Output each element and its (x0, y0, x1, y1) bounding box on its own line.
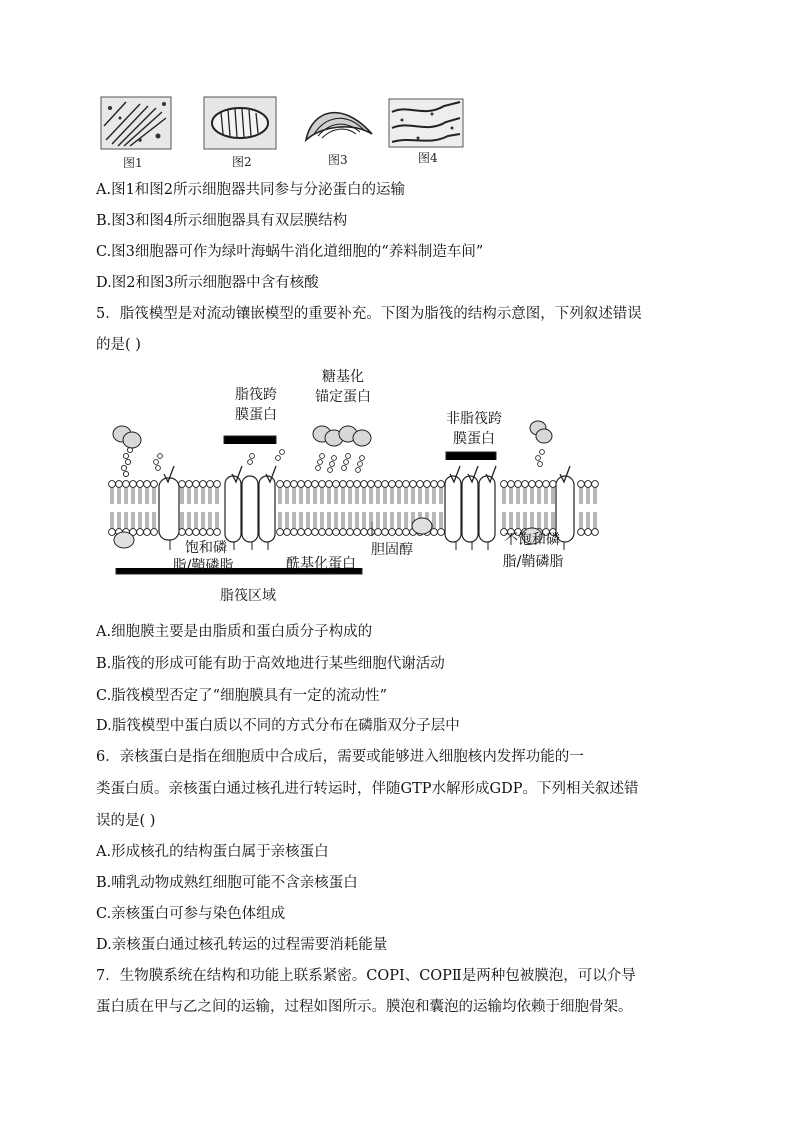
lipid-head (592, 529, 599, 536)
lipid-tail (216, 487, 218, 504)
lipid-head (424, 481, 431, 488)
lipid-tail (580, 512, 582, 529)
label-glyco-1: 糖基化 (322, 369, 364, 385)
lipid-tail (335, 512, 337, 529)
lipid-head (214, 529, 221, 536)
lipid-head (361, 529, 368, 536)
lipid-head (522, 481, 529, 488)
raft-tm-protein-2 (242, 476, 258, 542)
lipid-tail (384, 512, 386, 529)
lipid-head (361, 481, 368, 488)
lipid-head (186, 481, 193, 488)
lipid-tail (111, 487, 113, 504)
lipid-head (347, 529, 354, 536)
lipid-tail (342, 512, 344, 529)
lipid-tail (433, 512, 435, 529)
raft-tm-protein-3 (259, 476, 275, 542)
lipid-head (417, 481, 424, 488)
figure-2-caption: 图2 (232, 155, 252, 169)
lipid-tail (433, 487, 435, 504)
lipid-tail (125, 487, 127, 504)
lipid-tail (391, 487, 393, 504)
lipid-tail (531, 487, 533, 504)
q6-stem-line-2: 类蛋白质。亲核蛋白通过核孔进行转运时，伴随GTP水解形成GDP。下列相关叙述错 (96, 781, 639, 797)
lipid-tail (181, 512, 183, 529)
lipid-tail (384, 487, 386, 504)
lipid-tail (440, 487, 442, 504)
lipid-tail (328, 487, 330, 504)
lipid-tail (440, 512, 442, 529)
lipid-head (298, 529, 305, 536)
lipid-head (403, 529, 410, 536)
lipid-tail (139, 487, 141, 504)
lipid-tail (321, 512, 323, 529)
lipid-head (347, 481, 354, 488)
lipid-head (305, 481, 312, 488)
figure-2-image (203, 96, 277, 150)
lipid-head (137, 481, 144, 488)
lipid-tail (538, 487, 540, 504)
acylated-protein (159, 478, 179, 540)
lipid-tail (293, 487, 295, 504)
lipid-tail (356, 512, 358, 529)
anchor-arrows (164, 466, 570, 482)
lipid-tail (412, 487, 414, 504)
lipid-head (186, 529, 193, 536)
q4-option-c: C.图3细胞器可作为绿叶海蜗牛消化道细胞的“养料制造车间” (96, 244, 484, 260)
lipid-head (438, 481, 445, 488)
raft-tm-protein-1 (225, 476, 241, 542)
lipid-head (123, 481, 130, 488)
lipid-head (375, 529, 382, 536)
lipid-head (438, 529, 445, 536)
lipid-head (312, 529, 319, 536)
lipid-head (137, 529, 144, 536)
lipid-head (333, 481, 340, 488)
lipid-tail (594, 487, 596, 504)
lipid-tail (419, 487, 421, 504)
lipid-head (312, 481, 319, 488)
q5-option-b: B.脂筏的形成可能有助于高效地进行某些细胞代谢活动 (96, 656, 445, 672)
figure-3-caption: 图3 (328, 153, 348, 167)
q5-option-a: A.细胞膜主要是由脂质和蛋白质分子构成的 (96, 624, 373, 640)
lipid-tail (307, 512, 309, 529)
lipid-head (144, 481, 151, 488)
lipid-tail (342, 487, 344, 504)
lipid-head (396, 529, 403, 536)
q4-option-d: D.图2和图3所示细胞器中含有核酸 (96, 275, 319, 291)
lipid-head (375, 481, 382, 488)
lipid-head (382, 529, 389, 536)
lipid-tail (286, 512, 288, 529)
lipid-tail (524, 487, 526, 504)
q6-option-d: D.亲核蛋白通过核孔转运的过程需要消耗能量 (96, 937, 388, 953)
lipid-tail (188, 487, 190, 504)
lipid-tail (335, 487, 337, 504)
lipid-head (340, 529, 347, 536)
lipid-head (284, 529, 291, 536)
q4-option-b: B.图3和图4所示细胞器具有双层膜结构 (96, 213, 348, 229)
lipid-tail (587, 512, 589, 529)
lipid-tail (510, 512, 512, 529)
lipid-head (585, 481, 592, 488)
lipid-tail (195, 512, 197, 529)
q6-option-c: C.亲核蛋白可参与染色体组成 (96, 906, 286, 922)
lipid-tail (587, 487, 589, 504)
figure-1-image (100, 96, 172, 150)
q4-option-a: A.图1和图2所示细胞器共同参与分泌蛋白的运输 (96, 182, 406, 198)
label-unsaturated-1: 不饱和磷 (504, 532, 560, 548)
lipid-tail (391, 512, 393, 529)
lipid-head (389, 481, 396, 488)
label-unsaturated-2: 脂/鞘磷脂 (502, 554, 564, 570)
lipid-tail (594, 512, 596, 529)
nonraft-tm-protein-2 (462, 476, 478, 542)
lipid-tail (405, 487, 407, 504)
lipid-head (207, 529, 214, 536)
q7-stem-line-1: 7．生物膜系统在结构和功能上联系紧密。COPⅠ、COPⅡ是两种包被膜泡，可以介导 (96, 968, 636, 984)
lipid-tail (209, 487, 211, 504)
label-raft-region: 脂筏区域 (220, 588, 276, 604)
lipid-head (326, 529, 333, 536)
lipid-tail (307, 487, 309, 504)
lipid-head (431, 481, 438, 488)
q6-option-b: B.哺乳动物成熟红细胞可能不含亲核蛋白 (96, 875, 358, 891)
lipid-tail (321, 487, 323, 504)
lipid-head (200, 529, 207, 536)
lipid-head (319, 529, 326, 536)
figure-4-caption: 图4 (418, 151, 438, 165)
label-glyco-2: 锚定蛋白 (315, 389, 371, 405)
lipid-head (193, 529, 200, 536)
figure-4-image (388, 98, 464, 148)
lipid-tail (132, 487, 134, 504)
lipid-head (277, 529, 284, 536)
lipid-tail (349, 512, 351, 529)
lipid-head (151, 481, 158, 488)
lipid-tail (293, 512, 295, 529)
lipid-tail (503, 512, 505, 529)
lipid-head (151, 529, 158, 536)
lipid-tail (580, 487, 582, 504)
lipid-head (536, 481, 543, 488)
lipid-tail (503, 487, 505, 504)
q5-option-c: C.脂筏模型否定了“细胞膜具有一定的流动性” (96, 688, 388, 704)
lipid-head (144, 529, 151, 536)
lipid-head (214, 481, 221, 488)
lipid-tail (538, 512, 540, 529)
lipid-tail (552, 487, 554, 504)
label-nonraft-1: 非脂筏跨 (446, 411, 502, 427)
lipid-tail (118, 512, 120, 529)
lipid-head (431, 529, 438, 536)
lipid-tail (545, 487, 547, 504)
label-acylated-protein: 酰基化蛋白 (286, 556, 356, 572)
lipid-tail (552, 512, 554, 529)
lipid-tail (286, 487, 288, 504)
lipid-head (585, 529, 592, 536)
q6-stem-line-3: 误的是( ) (96, 813, 156, 829)
q6-option-a: A.形成核孔的结构蛋白属于亲核蛋白 (96, 844, 329, 860)
lipid-head (207, 481, 214, 488)
lipid-tail (202, 487, 204, 504)
q7-stem-line-2: 蛋白质在甲与乙之间的运输，过程如图所示。膜泡和囊泡的运输均依赖于细胞骨架。 (96, 999, 633, 1015)
lipid-tail (405, 512, 407, 529)
lipid-tail (153, 512, 155, 529)
lipid-head (501, 481, 508, 488)
lipid-tail (314, 512, 316, 529)
lipid-tail (279, 512, 281, 529)
lipid-head (179, 529, 186, 536)
phospholipid-bilayer (109, 481, 599, 536)
lipid-tail (377, 512, 379, 529)
lipid-tail (363, 487, 365, 504)
lipid-head (529, 481, 536, 488)
lipid-head (508, 481, 515, 488)
lipid-head (578, 529, 585, 536)
lipid-head (200, 481, 207, 488)
lipid-head (368, 481, 375, 488)
lipid-tail (517, 487, 519, 504)
q5-stem-line-2: 的是( ) (96, 337, 141, 353)
q5-stem-line-1: 5．脂筏模型是对流动镶嵌模型的重要补充。下图为脂筏的结构示意图，下列叙述错误 (96, 306, 642, 322)
lipid-tail (517, 512, 519, 529)
lipid-tail (349, 487, 351, 504)
lipid-tail (132, 512, 134, 529)
lipid-head (326, 481, 333, 488)
lipid-tail (188, 512, 190, 529)
lipid-head (396, 481, 403, 488)
lipid-tail (398, 512, 400, 529)
figure-1-caption: 图1 (123, 156, 143, 170)
lipid-tail (209, 512, 211, 529)
lipid-head (305, 529, 312, 536)
lipid-head (291, 481, 298, 488)
lipid-head (550, 481, 557, 488)
lipid-head (578, 481, 585, 488)
lipid-head (277, 481, 284, 488)
lipid-head (116, 481, 123, 488)
lipid-tail (426, 487, 428, 504)
lipid-head (284, 481, 291, 488)
lipid-tail (195, 487, 197, 504)
lipid-tail (328, 512, 330, 529)
label-cholesterol: 胆固醇 (371, 542, 413, 558)
lipid-tail (377, 487, 379, 504)
lipid-tail (510, 487, 512, 504)
figure-3-image (302, 100, 376, 148)
lipid-tail (300, 487, 302, 504)
lipid-tail (111, 512, 113, 529)
lipid-head (130, 481, 137, 488)
label-nonraft-2: 膜蛋白 (453, 431, 495, 447)
lipid-head (403, 481, 410, 488)
lipid-tail (524, 512, 526, 529)
lipid-tail (146, 487, 148, 504)
lipid-tail (146, 512, 148, 529)
lipid-head (382, 481, 389, 488)
lipid-tail (300, 512, 302, 529)
lipid-head (193, 481, 200, 488)
lipid-head (291, 529, 298, 536)
lipid-tail (153, 487, 155, 504)
label-raft-protein-2: 膜蛋白 (235, 407, 277, 423)
lipid-tail (531, 512, 533, 529)
lipid-head (354, 529, 361, 536)
label-raft-protein-1: 脂筏跨 (235, 387, 277, 403)
lipid-head (389, 529, 396, 536)
lipid-tail (118, 487, 120, 504)
lipid-head (410, 481, 417, 488)
lipid-tail (545, 512, 547, 529)
label-saturated-2: 脂/鞘磷脂 (172, 558, 234, 574)
lipid-tail (202, 512, 204, 529)
lipid-tail (181, 487, 183, 504)
lipid-head (333, 529, 340, 536)
q5-option-d: D.脂筏模型中蛋白质以不同的方式分布在磷脂双分子层中 (96, 718, 460, 734)
lipid-tail (398, 487, 400, 504)
lipid-head (340, 481, 347, 488)
lipid-tail (314, 487, 316, 504)
lipid-tail (370, 487, 372, 504)
nonraft-tm-protein-1 (445, 476, 461, 542)
lipid-head (515, 481, 522, 488)
lipid-head (354, 481, 361, 488)
lipid-tail (139, 512, 141, 529)
lipid-head (298, 481, 305, 488)
lipid-head (109, 481, 116, 488)
lipid-tail (279, 487, 281, 504)
lipid-tail (363, 512, 365, 529)
lipid-head (319, 481, 326, 488)
lipid-head (543, 481, 550, 488)
lipid-tail (216, 512, 218, 529)
lipid-head (592, 481, 599, 488)
lipid-head (368, 529, 375, 536)
lipid-head (109, 529, 116, 536)
q6-stem-line-1: 6．亲核蛋白是指在细胞质中合成后，需要或能够进入细胞核内发挥功能的一 (96, 749, 584, 765)
lipid-tail (356, 487, 358, 504)
label-saturated-1: 饱和磷 (185, 540, 227, 556)
lipid-tail (125, 512, 127, 529)
lipid-head (179, 481, 186, 488)
